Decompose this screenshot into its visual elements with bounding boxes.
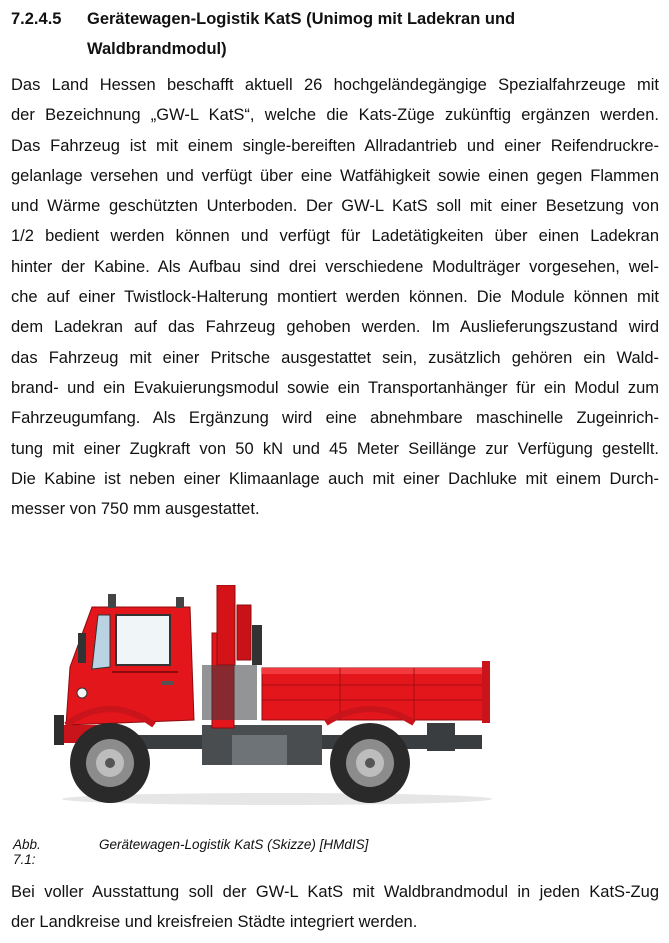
caption-text: Gerätewagen-Logistik KatS (Skizze) [HMdIS] (99, 837, 369, 852)
text-line: dem Ladekran auf das Fahrzeug gehoben werden. Im Auslieferungszustand wird (11, 318, 659, 337)
text-line: der Landkreise und kreisfreien Städte integriert werden. (11, 913, 418, 932)
hydraulic (252, 625, 262, 665)
front-wheel (70, 723, 150, 803)
text-line: 1/2 bedient werden können und verfügt für Ladetätigkeiten über einen Ladekran (11, 227, 659, 246)
text-line: brand- und ein Evakuierungsmodul sowie ein Transportanhänger für ein Modul zum (11, 378, 659, 397)
paragraph-main (11, 70, 659, 524)
rear-wheel (330, 723, 410, 803)
caption-number: Abb. 7.1: (13, 837, 41, 867)
beacon (176, 597, 184, 608)
text-line: che auf einer Twistlock-Halterung montiert werden können. Die Module können mit (11, 288, 659, 307)
text-line: tung mit einer Zugkraft von 50 kN und 45 Meter Seillänge zur Verfügung gestellt. (11, 439, 659, 458)
text-line: Das Land Hessen beschafft aktuell 26 hochgeländegängige Spezialfahrzeuge mit (11, 76, 659, 94)
text-line: der Bezeichnung „GW-L KatS“, welche die Kats-Züge zukünftig ergänzen werden. (11, 106, 659, 125)
mirror (78, 633, 86, 663)
crane-arm (217, 585, 235, 665)
section-number: 7.2.4.5 (11, 10, 62, 28)
truck-figure (52, 585, 502, 810)
section-title (87, 4, 647, 64)
text-line: messer von 750 mm ausgestattet. (11, 500, 260, 519)
section-title-line: Waldbrandmodul) (87, 40, 227, 58)
unimog-truck-illustration (52, 585, 502, 810)
section-title-line: Gerätewagen-Logistik KatS (Unimog mit Ladekran und (87, 10, 516, 28)
flatbed (262, 668, 487, 720)
text-line: Das Fahrzeug ist mit einem single-bereiften Allradantrieb und einer Reifendruckre- (11, 136, 659, 155)
text-line: hinter der Kabine. Als Aufbau sind drei verschiedene Modulträger vorgesehen, wel- (11, 257, 659, 276)
text-line: das Fahrzeug mit einer Pritsche ausgestattet sein, zusätzlich gehören ein Wald- (11, 348, 659, 367)
side-window (116, 615, 170, 665)
text-line: Fahrzeugumfang. Als Ergänzung wird eine abnehmbare maschinelle Zugeinrich- (11, 409, 659, 428)
text-line: gelanlage versehen und verfügt über eine Watfähigkeit sowie einen gegen Flammen (11, 166, 659, 185)
text-line: Bei voller Ausstattung soll der GW-L KatS mit Waldbrandmodul in jeden KatS-Zug (11, 883, 659, 901)
paragraph-closing (11, 877, 659, 938)
beacon (108, 594, 116, 608)
text-line: Die Kabine ist neben einer Klimaanlage auch mit einer Dachluke mit einem Durch- (11, 469, 659, 488)
text-line: und Wärme geschützten Unterboden. Der GW-L KatS soll mit einer Besetzung von (11, 197, 659, 216)
